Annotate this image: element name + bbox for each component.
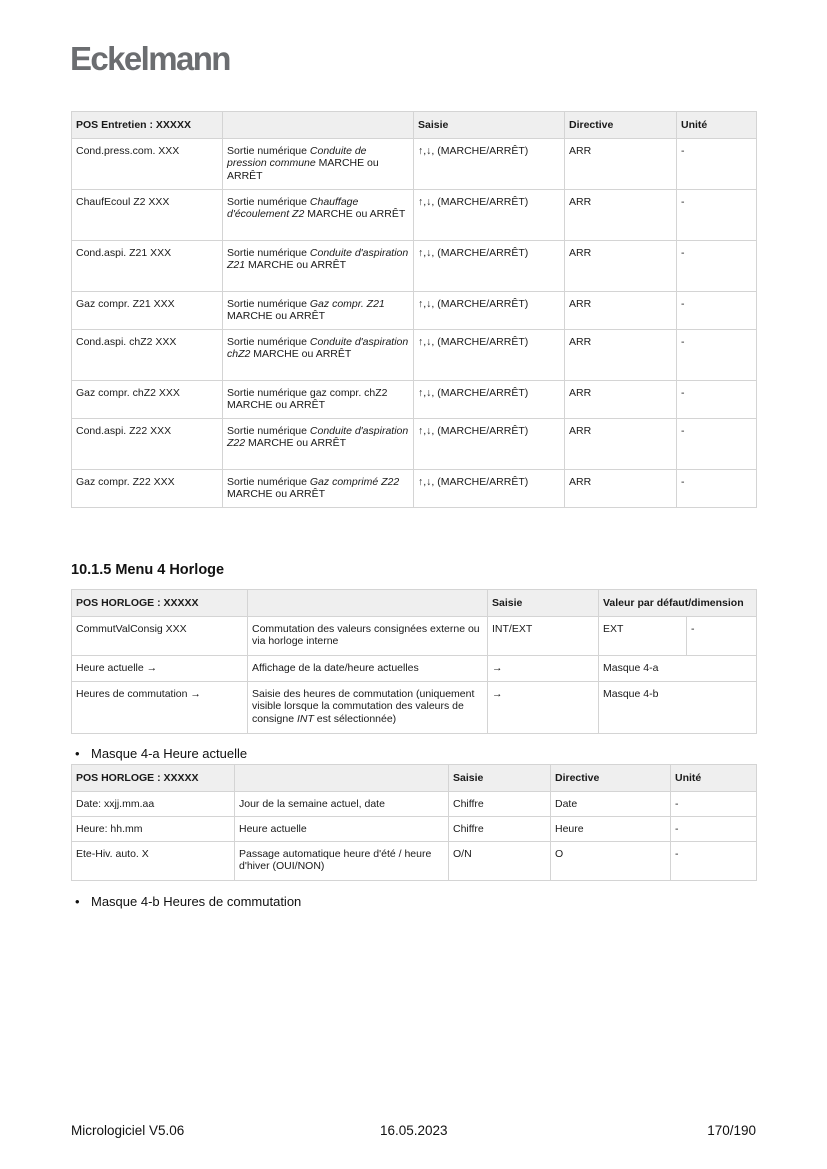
entretien-table: [71, 111, 757, 508]
valeur-cell: Masque 4-a: [599, 655, 757, 681]
table-header-row: [72, 765, 757, 792]
table-row: [72, 791, 757, 816]
column-header: Saisie: [414, 112, 565, 139]
table-row: [72, 469, 757, 507]
unite-cell: -: [677, 291, 757, 329]
directive-cell: ARR: [565, 380, 677, 418]
table-row: [72, 380, 757, 418]
description-cell: Sortie numérique Conduite de pression commune MARCHE ou ARRÊT: [223, 138, 414, 189]
pos-cell: Ete-Hiv. auto. X: [72, 841, 235, 880]
saisie-cell: ↑,↓, (MARCHE/ARRÊT): [414, 240, 565, 291]
column-header: Unité: [671, 765, 757, 792]
unite-cell: -: [677, 240, 757, 291]
table-row: [72, 291, 757, 329]
description-cell: Heure actuelle: [235, 816, 449, 841]
saisie-cell: INT/EXT: [488, 616, 599, 655]
unite-cell: -: [677, 469, 757, 507]
saisie-cell: ↑,↓, (MARCHE/ARRÊT): [414, 291, 565, 329]
description-cell: Sortie numérique Gaz compr. Z21 MARCHE ou ARRÊT: [223, 291, 414, 329]
unite-cell: -: [677, 418, 757, 469]
table-row: [72, 329, 757, 380]
unite-cell: -: [671, 841, 757, 880]
description-cell: Sortie numérique Chauffage d'écoulement Z2 MARCHE ou ARRÊT: [223, 189, 414, 240]
directive-cell: ARR: [565, 240, 677, 291]
description-cell: Sortie numérique Gaz comprimé Z22 MARCHE ou ARRÊT: [223, 469, 414, 507]
table-header-row: [72, 112, 757, 139]
pos-cell: Heure actuelle →: [72, 655, 248, 681]
column-header: Directive: [565, 112, 677, 139]
table-row: [72, 681, 757, 733]
footer-firmware-version: Micrologiciel V5.06: [71, 1123, 185, 1138]
footer-date: 16.05.2023: [380, 1123, 448, 1138]
pos-cell: Heures de commutation →: [72, 681, 248, 733]
column-header: Saisie: [449, 765, 551, 792]
table-row: [72, 816, 757, 841]
unite-cell: -: [677, 380, 757, 418]
valeur-cell: EXT: [599, 616, 687, 655]
description-cell: Sortie numérique Conduite d'aspiration Z21 MARCHE ou ARRÊT: [223, 240, 414, 291]
directive-cell: ARR: [565, 138, 677, 189]
column-header: [223, 112, 414, 139]
column-header: POS Entretien : XXXXX: [72, 112, 223, 139]
description-cell: Sortie numérique Conduite d'aspiration chZ2 MARCHE ou ARRÊT: [223, 329, 414, 380]
saisie-cell: →: [488, 655, 599, 681]
directive-cell: Heure: [551, 816, 671, 841]
footer-page-number: 170/190: [707, 1123, 756, 1138]
directive-cell: ARR: [565, 329, 677, 380]
unite-cell: -: [671, 791, 757, 816]
saisie-cell: ↑,↓, (MARCHE/ARRÊT): [414, 138, 565, 189]
saisie-cell: ↑,↓, (MARCHE/ARRÊT): [414, 418, 565, 469]
unite-cell: -: [677, 189, 757, 240]
column-header: POS HORLOGE : XXXXX: [72, 590, 248, 617]
bullet-icon: •: [75, 894, 80, 909]
column-header: Saisie: [488, 590, 599, 617]
pos-cell: Cond.aspi. chZ2 XXX: [72, 329, 223, 380]
saisie-cell: Chiffre: [449, 791, 551, 816]
description-cell: Affichage de la date/heure actuelles: [248, 655, 488, 681]
saisie-cell: →: [488, 681, 599, 733]
description-cell: Saisie des heures de commutation (uniquement visible lorsque la commutation des valeurs de consigne INT est sélectionnée): [248, 681, 488, 733]
directive-cell: ARR: [565, 189, 677, 240]
description-cell: Sortie numérique gaz compr. chZ2 MARCHE ou ARRÊT: [223, 380, 414, 418]
column-header: Unité: [677, 112, 757, 139]
directive-cell: O: [551, 841, 671, 880]
pos-cell: Gaz compr. Z22 XXX: [72, 469, 223, 507]
masque-4a-table: [71, 764, 757, 881]
pos-cell: ChaufEcoul Z2 XXX: [72, 189, 223, 240]
column-header: [248, 590, 488, 617]
horloge-table: [71, 589, 757, 734]
unite-cell: -: [677, 329, 757, 380]
column-header: POS HORLOGE : XXXXX: [72, 765, 235, 792]
valeur-cell: Masque 4-b: [599, 681, 757, 733]
column-header: [235, 765, 449, 792]
saisie-cell: O/N: [449, 841, 551, 880]
pos-cell: Gaz compr. Z21 XXX: [72, 291, 223, 329]
pos-cell: Cond.aspi. Z21 XXX: [72, 240, 223, 291]
saisie-cell: ↑,↓, (MARCHE/ARRÊT): [414, 380, 565, 418]
column-header: Valeur par défaut/dimension: [599, 590, 757, 617]
saisie-cell: ↑,↓, (MARCHE/ARRÊT): [414, 189, 565, 240]
table-row: [72, 189, 757, 240]
pos-cell: Heure: hh.mm: [72, 816, 235, 841]
directive-cell: ARR: [565, 291, 677, 329]
description-cell: Sortie numérique Conduite d'aspiration Z22 MARCHE ou ARRÊT: [223, 418, 414, 469]
directive-cell: ARR: [565, 418, 677, 469]
pos-cell: CommutValConsig XXX: [72, 616, 248, 655]
dimension-cell: -: [687, 616, 757, 655]
description-cell: Commutation des valeurs consignées externe ou via horloge interne: [248, 616, 488, 655]
pos-cell: Date: xxjj.mm.aa: [72, 791, 235, 816]
directive-cell: ARR: [565, 469, 677, 507]
bullet-masque-4a: • Masque 4-a Heure actuelle: [75, 746, 248, 761]
pos-cell: Gaz compr. chZ2 XXX: [72, 380, 223, 418]
pos-cell: Cond.aspi. Z22 XXX: [72, 418, 223, 469]
eckelmann-logo: Eckelmann: [70, 40, 230, 77]
pos-cell: Cond.press.com. XXX: [72, 138, 223, 189]
column-header: Directive: [551, 765, 671, 792]
table-row: [72, 616, 757, 655]
table-row: [72, 841, 757, 880]
table-row: [72, 655, 757, 681]
saisie-cell: ↑,↓, (MARCHE/ARRÊT): [414, 329, 565, 380]
table-row: [72, 240, 757, 291]
unite-cell: -: [677, 138, 757, 189]
bullet-masque-4b: • Masque 4-b Heures de commutation: [75, 894, 302, 909]
description-cell: Passage automatique heure d'été / heure d'hiver (OUI/NON): [235, 841, 449, 880]
saisie-cell: Chiffre: [449, 816, 551, 841]
directive-cell: Date: [551, 791, 671, 816]
description-cell: Jour de la semaine actuel, date: [235, 791, 449, 816]
table-row: [72, 138, 757, 189]
unite-cell: -: [671, 816, 757, 841]
table-header-row: [72, 590, 757, 617]
saisie-cell: ↑,↓, (MARCHE/ARRÊT): [414, 469, 565, 507]
section-heading: 10.1.5 Menu 4 Horloge: [71, 562, 225, 578]
table-row: [72, 418, 757, 469]
bullet-icon: •: [75, 746, 80, 761]
